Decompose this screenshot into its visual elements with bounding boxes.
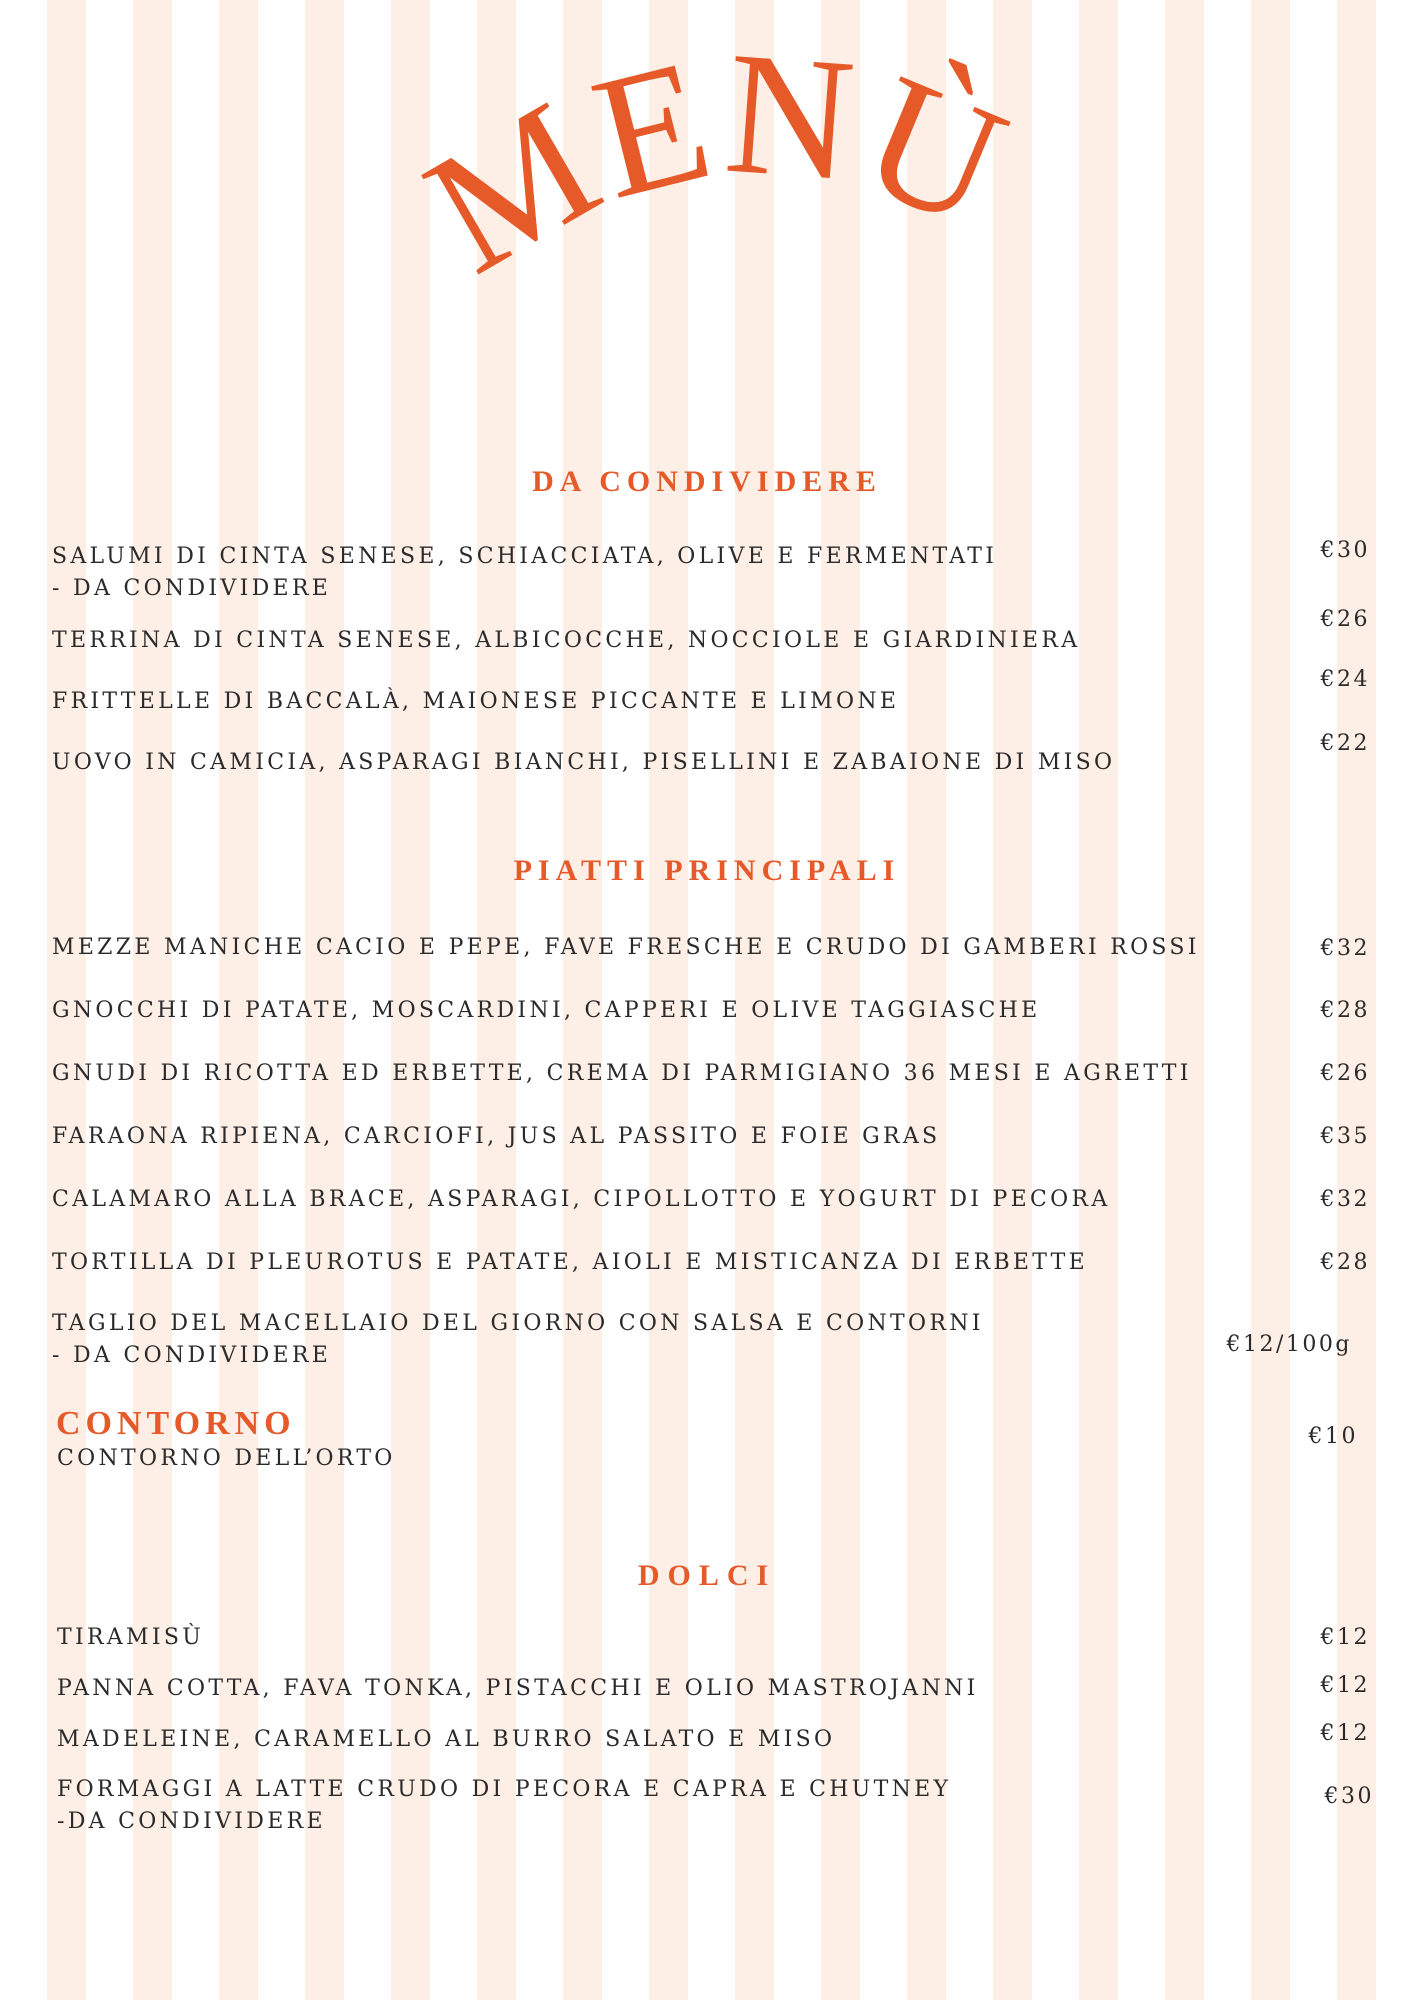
item-note: - DA CONDIVIDERE [52, 576, 332, 601]
item-price: €26 [1320, 607, 1370, 632]
item-name: PANNA COTTA, FAVA TONKA, PISTACCHI E OLIO MASTROJANNI [57, 1676, 979, 1701]
menu-item [52, 1308, 1232, 1372]
menu-item [57, 1774, 1237, 1838]
menu-item [52, 932, 1232, 964]
item-note: -DA CONDIVIDERE [57, 1809, 326, 1834]
menu-title-path: MENÙ [396, 14, 1034, 310]
item-name: UOVO IN CAMICIA, ASPARAGI BIANCHI, PISELLINI E ZABAIONE DI MISO [52, 750, 1116, 775]
item-price: €12 [1320, 1673, 1370, 1698]
item-price: €24 [1320, 667, 1370, 692]
item-name: MEZZE MANICHE CACIO E PEPE, FAVE FRESCHE E CRUDO DI GAMBERI ROSSI [52, 935, 1200, 960]
item-price: €32 [1320, 1187, 1370, 1212]
item-name: TIRAMISÙ [57, 1625, 205, 1650]
menu-item [52, 686, 1232, 718]
item-price: €35 [1320, 1124, 1370, 1149]
menu-item [52, 1184, 1232, 1216]
item-price: €28 [1320, 998, 1370, 1023]
section-title-condividere: DA CONDIVIDERE [532, 465, 882, 498]
menu-item [57, 1724, 1237, 1756]
item-name: SALUMI DI CINTA SENESE, SCHIACCIATA, OLIVE E FERMENTATI [52, 544, 998, 569]
item-price: €30 [1320, 538, 1370, 563]
section-title-contorno: CONTORNO [56, 1405, 296, 1442]
item-price: €30 [1324, 1784, 1374, 1809]
item-price: €32 [1320, 936, 1370, 961]
menu-item [52, 1058, 1232, 1090]
item-name: TERRINA DI CINTA SENESE, ALBICOCCHE, NOCCIOLE E GIARDINIERA [52, 628, 1081, 653]
section-title-principali: PIATTI PRINCIPALI [513, 854, 901, 887]
item-name: GNOCCHI DI PATATE, MOSCARDINI, CAPPERI E OLIVE TAGGIASCHE [52, 998, 1041, 1023]
item-price: €12/100g [1226, 1332, 1352, 1357]
item-note: - DA CONDIVIDERE [52, 1343, 332, 1368]
item-price: €28 [1320, 1250, 1370, 1275]
item-name: FARAONA RIPIENA, CARCIOFI, JUS AL PASSITO E FOIE GRAS [52, 1124, 941, 1149]
section-title-dolci: DOLCI [637, 1559, 777, 1592]
item-name: TAGLIO DEL MACELLAIO DEL GIORNO CON SALSA E CONTORNI [52, 1311, 984, 1336]
item-name: MADELEINE, CARAMELLO AL BURRO SALATO E MISO [57, 1727, 836, 1752]
menu-item [57, 1673, 1237, 1705]
menu-item [52, 1121, 1232, 1153]
item-price: €10 [1308, 1424, 1358, 1449]
menu-item [52, 995, 1232, 1027]
menu-item [57, 1443, 1237, 1475]
menu-item [52, 541, 1232, 605]
menu-item [57, 1622, 1237, 1654]
item-name: CALAMARO ALLA BRACE, ASPARAGI, CIPOLLOTTO E YOGURT DI PECORA [52, 1187, 1111, 1212]
menu-item [52, 625, 1232, 657]
item-price: €12 [1320, 1625, 1370, 1650]
menu-item [52, 747, 1232, 779]
item-name: FRITTELLE DI BACCALÀ, MAIONESE PICCANTE E LIMONE [52, 689, 900, 714]
item-price: €22 [1320, 731, 1370, 756]
item-name: FORMAGGI A LATTE CRUDO DI PECORA E CAPRA E CHUTNEY [57, 1777, 952, 1802]
item-price: €26 [1320, 1061, 1370, 1086]
item-price: €12 [1320, 1721, 1370, 1746]
menu-title [0, 0, 1414, 420]
item-name: TORTILLA DI PLEUROTUS E PATATE, AIOLI E MISTICANZA DI ERBETTE [52, 1250, 1088, 1275]
menu-title-text [396, 15, 1034, 310]
menu-item [52, 1247, 1232, 1279]
item-name: CONTORNO DELL’ORTO [57, 1446, 396, 1471]
item-name: GNUDI DI RICOTTA ED ERBETTE, CREMA DI PARMIGIANO 36 MESI E AGRETTI [52, 1061, 1192, 1086]
